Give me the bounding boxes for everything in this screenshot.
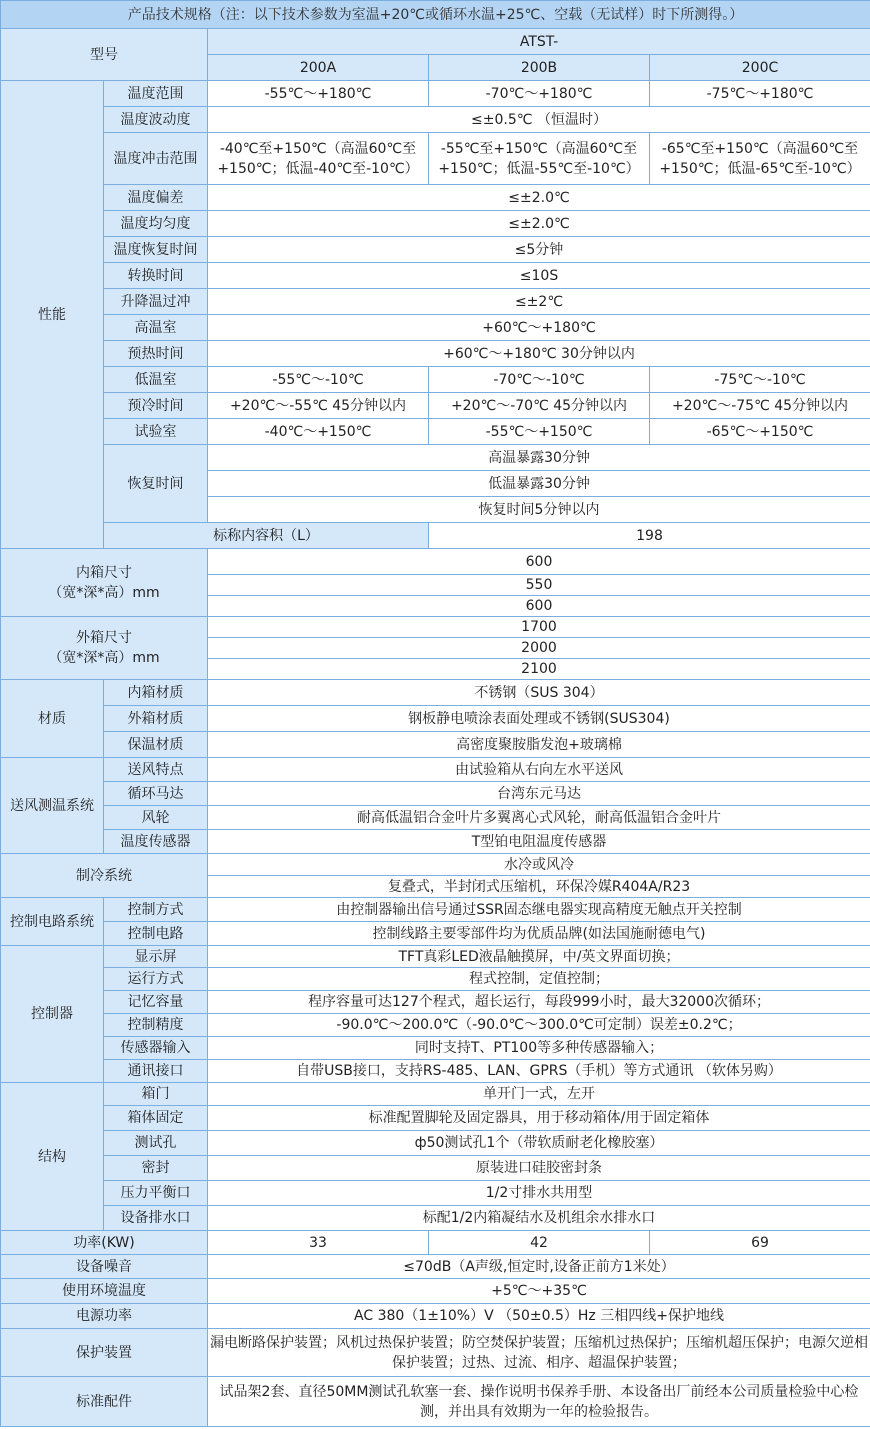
label-fan: 风轮 — [104, 806, 208, 830]
label-control-circuit: 控制电路 — [104, 922, 208, 946]
value-volume: 198 — [429, 523, 870, 549]
value-switch-time: ≤10S — [208, 263, 870, 289]
label-precool: 预冷时间 — [104, 393, 208, 419]
label-accessories: 标准配件 — [1, 1377, 208, 1427]
value-power-supply: AC 380（1±10%）V （50±0.5）Hz 三相四线+保护地线 — [208, 1304, 870, 1329]
value-temp-fluctuation: ≤±0.5℃ （恒温时） — [208, 107, 870, 133]
label-door: 箱门 — [104, 1083, 208, 1106]
label-control-mode: 控制方式 — [104, 898, 208, 922]
label-overshoot: 升降温过冲 — [104, 289, 208, 315]
model-200a: 200A — [208, 55, 429, 81]
value-inner-width: 600 — [208, 549, 870, 575]
value-door: 单开门一式，左开 — [208, 1083, 870, 1106]
value-precool-200a: +20℃～-55℃ 45分钟以内 — [208, 393, 429, 419]
label-comm-interface: 通讯接口 — [104, 1060, 208, 1083]
value-outer-height: 2100 — [208, 659, 870, 680]
value-low-chamber-200c: -75℃～-10℃ — [650, 367, 870, 393]
label-outer-size — [1, 617, 208, 680]
value-temp-deviation: ≤±2.0℃ — [208, 185, 870, 211]
value-outer-depth: 2000 — [208, 638, 870, 659]
value-test-chamber-200b: -55℃～+150℃ — [429, 419, 650, 445]
value-fixing: 标准配置脚轮及固定器具，用于移动箱体/用于固定箱体 — [208, 1106, 870, 1131]
label-inner-material: 内箱材质 — [104, 680, 208, 706]
value-recovery-high: 高温暴露30分钟 — [208, 445, 870, 471]
label-display: 显示屏 — [104, 946, 208, 968]
label-inner-size-line2: （宽*深*高）mm — [48, 584, 160, 601]
label-temp-recovery: 温度恢复时间 — [104, 237, 208, 263]
model-200b: 200B — [429, 55, 650, 81]
value-refrigeration-compressor: 复叠式，半封闭式压缩机，环保冷媒R404A/R23 — [208, 876, 870, 898]
value-run-mode: 程式控制，定值控制； — [208, 968, 870, 991]
value-motor: 台湾东元马达 — [208, 782, 870, 806]
value-low-chamber-200b: -70℃～-10℃ — [429, 367, 650, 393]
value-inner-height: 600 — [208, 596, 870, 617]
value-refrigeration-cooling: 水冷或风冷 — [208, 854, 870, 876]
value-power-200a: 33 — [208, 1231, 429, 1255]
label-protection: 保护装置 — [1, 1329, 208, 1377]
value-air-supply: 由试验箱从右向左水平送风 — [208, 758, 870, 782]
label-control-precision: 控制精度 — [104, 1014, 208, 1037]
group-material: 材质 — [1, 680, 104, 758]
label-test-chamber: 试验室 — [104, 419, 208, 445]
value-shock-range-200c: -65℃至+150℃（高温60℃至+150℃；低温-65℃至-10℃） — [650, 133, 870, 185]
label-env-temp: 使用环境温度 — [1, 1279, 208, 1304]
group-structure: 结构 — [1, 1083, 104, 1231]
value-noise: ≤70dB（A声级,恒定时,设备正前方1米处） — [208, 1255, 870, 1279]
value-test-chamber-200c: -65℃～+150℃ — [650, 419, 870, 445]
label-outer-material: 外箱材质 — [104, 706, 208, 732]
value-display: TFT真彩LED液晶触摸屏，中/英文界面切换； — [208, 946, 870, 968]
value-memory: 程序容量可达127个程式，超长运行，每段999小时，最大32000次循环； — [208, 991, 870, 1014]
value-overshoot: ≤±2℃ — [208, 289, 870, 315]
label-run-mode: 运行方式 — [104, 968, 208, 991]
value-sensor-input: 同时支持T、PT100等多种传感器输入； — [208, 1037, 870, 1060]
label-drain-port: 设备排水口 — [104, 1206, 208, 1231]
label-sensor-input: 传感器输入 — [104, 1037, 208, 1060]
value-temp-range-200c: -75℃～+180℃ — [650, 81, 870, 107]
value-power-200b: 42 — [429, 1231, 650, 1255]
value-outer-width: 1700 — [208, 617, 870, 638]
label-switch-time: 转换时间 — [104, 263, 208, 289]
value-temp-recovery: ≤5分钟 — [208, 237, 870, 263]
group-performance: 性能 — [1, 81, 104, 549]
value-recovery-time: 恢复时间5分钟以内 — [208, 497, 870, 523]
label-memory: 记忆容量 — [104, 991, 208, 1014]
value-accessories: 试品架2套、直径50MM测试孔软塞一套、操作说明书保养手册、本设备出厂前经本公司质量检验中心检测，并出具有效期为一年的检验报告。 — [208, 1377, 870, 1427]
value-shock-range-200b: -55℃至+150℃（高温60℃至+150℃；低温-55℃至-10℃） — [429, 133, 650, 185]
label-refrigeration: 制冷系统 — [1, 854, 208, 898]
label-fixing: 箱体固定 — [104, 1106, 208, 1131]
value-outer-material: 钢板静电喷涂表面处理或不锈钢(SUS304) — [208, 706, 870, 732]
label-preheat: 预热时间 — [104, 341, 208, 367]
label-inner-size-line1: 内箱尺寸 — [76, 564, 132, 581]
label-seal: 密封 — [104, 1156, 208, 1181]
label-power-supply: 电源功率 — [1, 1304, 208, 1329]
value-control-mode: 由控制器输出信号通过SSR固态继电器实现高精度无触点开关控制 — [208, 898, 870, 922]
value-low-chamber-200a: -55℃～-10℃ — [208, 367, 429, 393]
value-preheat: +60℃～+180℃ 30分钟以内 — [208, 341, 870, 367]
value-temp-uniformity: ≤±2.0℃ — [208, 211, 870, 237]
label-high-chamber: 高温室 — [104, 315, 208, 341]
label-temp-range: 温度范围 — [104, 81, 208, 107]
model-prefix: ATST- — [208, 29, 870, 55]
value-temp-sensor: T型铂电阻温度传感器 — [208, 830, 870, 854]
value-temp-range-200b: -70℃～+180℃ — [429, 81, 650, 107]
spec-title: 产品技术规格（注：以下技术参数为室温+20℃或循环水温+25℃、空载（无试样）时下所测得。） — [1, 1, 870, 29]
value-insulation: 高密度聚胺脂发泡+玻璃棉 — [208, 732, 870, 758]
label-temp-deviation: 温度偏差 — [104, 185, 208, 211]
label-temp-sensor: 温度传感器 — [104, 830, 208, 854]
value-drain-port: 标配1/2内箱凝结水及机组余水排水口 — [208, 1206, 870, 1231]
value-fan: 耐高低温铝合金叶片多翼离心式风轮，耐高低温铝合金叶片 — [208, 806, 870, 830]
value-seal: 原装进口硅胶密封条 — [208, 1156, 870, 1181]
label-shock-range: 温度冲击范围 — [104, 133, 208, 185]
value-recovery-low: 低温暴露30分钟 — [208, 471, 870, 497]
label-test-hole: 测试孔 — [104, 1131, 208, 1156]
label-outer-size-line2: （宽*深*高）mm — [48, 650, 160, 666]
label-low-chamber: 低温室 — [104, 367, 208, 393]
label-motor: 循环马达 — [104, 782, 208, 806]
group-airflow: 送风测温系统 — [1, 758, 104, 854]
value-control-precision: -90.0℃～200.0℃（-90.0℃～300.0℃可定制）误差±0.2℃； — [208, 1014, 870, 1037]
model-200c: 200C — [650, 55, 870, 81]
label-power-kw: 功率(KW) — [1, 1231, 208, 1255]
label-inner-size — [1, 549, 208, 617]
label-pressure-port: 压力平衡口 — [104, 1181, 208, 1206]
label-temp-uniformity: 温度均匀度 — [104, 211, 208, 237]
value-inner-depth: 550 — [208, 575, 870, 596]
label-insulation: 保温材质 — [104, 732, 208, 758]
value-high-chamber: +60℃～+180℃ — [208, 315, 870, 341]
value-test-chamber-200a: -40℃～+150℃ — [208, 419, 429, 445]
value-precool-200b: +20℃～-70℃ 45分钟以内 — [429, 393, 650, 419]
value-precool-200c: +20℃～-75℃ 45分钟以内 — [650, 393, 870, 419]
label-air-supply: 送风特点 — [104, 758, 208, 782]
value-control-circuit: 控制线路主要零部件均为优质品牌(如法国施耐德电气) — [208, 922, 870, 946]
value-temp-range-200a: -55℃～+180℃ — [208, 81, 429, 107]
value-inner-material: 不锈钢（SUS 304） — [208, 680, 870, 706]
label-volume: 标称内容积（L） — [104, 523, 429, 549]
label-recovery: 恢复时间 — [104, 445, 208, 523]
value-power-200c: 69 — [650, 1231, 870, 1255]
value-protection: 漏电断路保护装置；风机过热保护装置；防空焚保护装置；压缩机过热保护；压缩机超压保护；电源欠逆相保护装置；过热、过流、相序、超温保护装置； — [208, 1329, 870, 1377]
label-outer-size-line1: 外箱尺寸 — [76, 630, 132, 646]
model-label: 型号 — [1, 29, 208, 81]
value-test-hole: ф50测试孔1个（带软质耐老化橡胶塞） — [208, 1131, 870, 1156]
value-pressure-port: 1/2寸排水共用型 — [208, 1181, 870, 1206]
value-shock-range-200a: -40℃至+150℃（高温60℃至+150℃；低温-40℃至-10℃） — [208, 133, 429, 185]
label-temp-fluctuation: 温度波动度 — [104, 107, 208, 133]
value-comm-interface: 自带USB接口，支持RS-485、LAN、GPRS（手机）等方式通讯 （软体另购） — [208, 1060, 870, 1083]
group-controller: 控制器 — [1, 946, 104, 1083]
value-env-temp: +5℃～+35℃ — [208, 1279, 870, 1304]
group-control-circuit: 控制电路系统 — [1, 898, 104, 946]
label-noise: 设备噪音 — [1, 1255, 208, 1279]
